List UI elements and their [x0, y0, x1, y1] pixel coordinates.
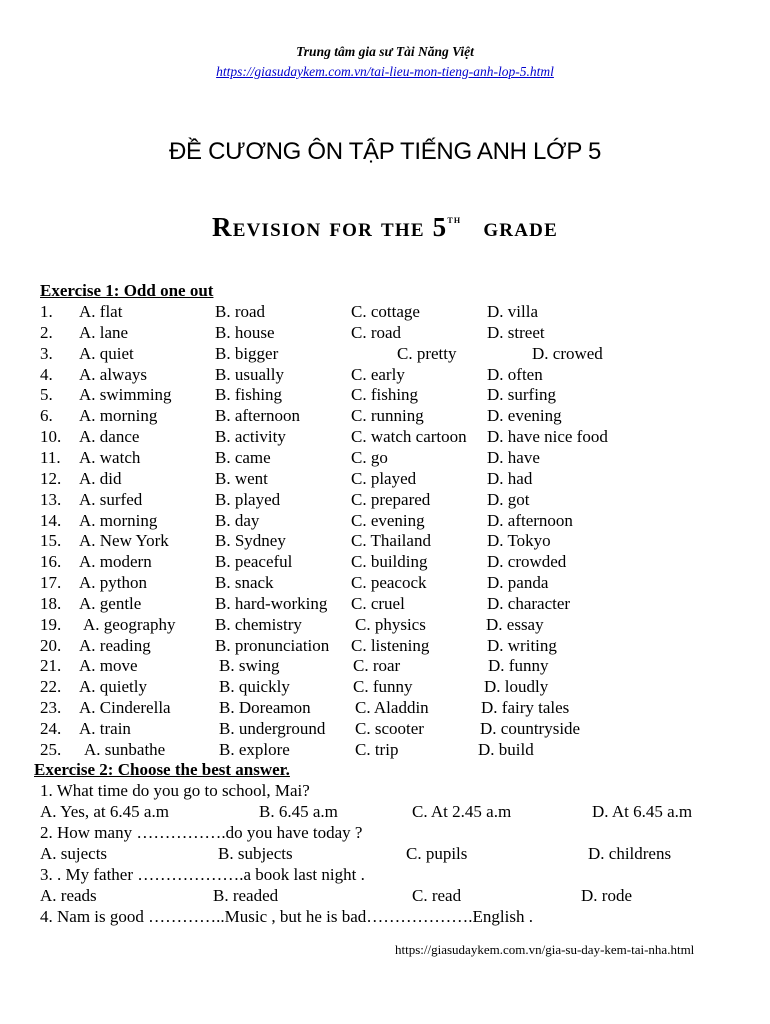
option-a: A. gentle [79, 593, 142, 613]
option-d: D. panda [487, 573, 549, 593]
option-d: D. build [478, 739, 534, 759]
option-d: D. fairy tales [481, 698, 570, 718]
option-c: C. pretty [397, 343, 457, 363]
question-1: 1. What time do you go to school, Mai? [40, 781, 310, 800]
option-a: A. modern [79, 552, 152, 572]
option-b: B. chemistry [215, 614, 302, 634]
option-c: C. played [351, 468, 417, 488]
q2-option-d: D. childrens [588, 844, 672, 863]
item-number: 4. [40, 364, 53, 384]
q1-option-b: B. 6.45 a.m [259, 802, 338, 821]
item-number: 19. [40, 614, 62, 634]
item-number: 10. [40, 427, 62, 447]
document-title: ĐỀ CƯƠNG ÔN TẬP TIẾNG ANH LỚP 5 [168, 138, 602, 165]
q2-option-c: C. pupils [406, 844, 468, 863]
option-b: B. came [215, 447, 271, 467]
item-number: 1. [40, 302, 53, 321]
item-number: 12. [40, 468, 62, 488]
option-a: A. morning [79, 510, 158, 530]
option-c: C. evening [351, 510, 425, 530]
item-number: 23. [40, 698, 62, 718]
option-c: C. scooter [355, 719, 424, 738]
header-link[interactable]: https://giasudaykem.com.vn/tai-lieu-mon-tieng-anh-lop-5.html [216, 64, 554, 79]
item-number: 16. [40, 552, 62, 572]
option-b: B. quickly [219, 677, 290, 697]
q3-option-d: D. rode [581, 886, 632, 905]
option-d: D. crowded [487, 552, 567, 572]
option-b: B. bigger [215, 343, 279, 363]
option-d: D. afternoon [487, 510, 573, 530]
item-number: 15. [40, 531, 62, 551]
option-b: B. pronunciation [215, 635, 330, 655]
option-c: C. road [351, 322, 402, 342]
q3-option-a: A. reads [40, 886, 97, 905]
option-b: B. afternoon [215, 406, 300, 426]
q2-option-b: B. subjects [218, 844, 293, 863]
option-a: A. swimming [79, 385, 172, 405]
option-d: D. essay [486, 614, 544, 634]
question-3: 3. . My father ……………….a book last night . [40, 865, 365, 884]
option-d: D. got [487, 489, 530, 509]
option-d: D. Tokyo [487, 531, 551, 551]
option-d: D. countryside [480, 719, 581, 738]
item-number: 17. [40, 573, 62, 593]
item-number: 24. [40, 719, 62, 738]
option-a: A. Cinderella [79, 698, 171, 718]
option-d: D. funny [488, 656, 549, 676]
option-b: B. swing [219, 656, 280, 676]
option-c: C. cruel [351, 593, 405, 613]
header-organization: Trung tâm gia sư Tài Năng Việt [296, 44, 474, 59]
option-b: B. activity [215, 427, 286, 447]
option-a: A. lane [79, 322, 129, 342]
item-number: 11. [40, 447, 61, 467]
option-a: A. always [79, 364, 147, 384]
item-number: 18. [40, 593, 62, 613]
option-c: C. physics [355, 614, 426, 634]
q3-option-b: B. readed [213, 886, 279, 905]
subtitle-main: Revision for the 5 [212, 212, 448, 242]
option-c: C. Aladdin [355, 698, 429, 718]
option-d: D. surfing [487, 385, 556, 405]
item-number: 6. [40, 406, 53, 426]
item-number: 3. [40, 343, 53, 363]
option-d: D. street [487, 322, 545, 342]
option-b: B. underground [219, 719, 326, 738]
item-number: 13. [40, 489, 62, 509]
option-a: A. geography [83, 614, 176, 634]
option-c: C. Thailand [351, 531, 431, 551]
option-c: C. early [351, 364, 405, 384]
option-a: A. quiet [79, 343, 134, 363]
option-a: A. did [79, 468, 122, 488]
option-b: B. Doreamon [219, 698, 311, 718]
option-c: C. listening [351, 635, 430, 655]
document-subtitle [0, 212, 770, 243]
option-b: B. road [215, 302, 266, 321]
option-a: A. quietly [79, 677, 147, 697]
option-c: C. roar [353, 656, 401, 676]
question-2: 2. How many …………….do you have today ? [40, 823, 363, 842]
option-c: C. funny [353, 677, 413, 697]
q1-option-d: D. At 6.45 a.m [592, 802, 693, 821]
option-d: D. had [487, 468, 533, 488]
option-a: A. reading [79, 635, 151, 655]
option-a: A. train [79, 719, 131, 738]
question-4: 4. Nam is good …………..Music , but he is bad……………….English . [40, 907, 533, 926]
option-c: C. prepared [351, 489, 431, 509]
option-b: B. day [215, 510, 260, 530]
q1-option-c: C. At 2.45 a.m [412, 802, 512, 821]
option-d: D. often [487, 364, 543, 384]
option-d: D. have nice food [487, 427, 608, 447]
option-b: B. Sydney [215, 531, 286, 551]
option-b: B. fishing [215, 385, 283, 405]
option-a: A. New York [79, 531, 169, 551]
option-b: B. explore [219, 739, 290, 759]
q3-option-c: C. read [412, 886, 462, 905]
option-b: B. usually [215, 364, 284, 384]
option-c: C. trip [355, 739, 399, 759]
option-c: C. peacock [351, 573, 427, 593]
option-b: B. peaceful [215, 552, 293, 572]
option-c: C. watch cartoon [351, 427, 467, 447]
option-d: D. villa [487, 302, 538, 321]
option-a: A. sunbathe [84, 739, 166, 759]
option-c: C. running [351, 406, 424, 426]
item-number: 14. [40, 510, 62, 530]
option-b: B. snack [215, 573, 274, 593]
option-b: B. went [215, 468, 268, 488]
option-d: D. character [487, 593, 571, 613]
subtitle-end: grade [483, 212, 558, 242]
exercise1-heading: Exercise 1: Odd one out [40, 281, 214, 300]
item-number: 22. [40, 677, 62, 697]
option-a: A. watch [79, 447, 141, 467]
option-a: A. morning [79, 406, 158, 426]
option-d: D. loudly [484, 677, 549, 697]
option-d: D. evening [487, 406, 562, 426]
option-a: A. dance [79, 427, 140, 447]
option-b: B. hard-working [215, 593, 328, 613]
option-d: D. crowed [532, 343, 603, 363]
q1-option-a: A. Yes, at 6.45 a.m [40, 802, 169, 821]
option-c: C. building [351, 552, 428, 572]
footer-link[interactable]: https://giasudaykem.com.vn/gia-su-day-kem-tai-nha.html [395, 942, 695, 957]
option-a: A. python [79, 573, 147, 593]
option-a: A. move [79, 656, 138, 676]
option-a: A. flat [79, 302, 123, 321]
exercise2-heading: Exercise 2: Choose the best answer. [34, 760, 290, 779]
option-d: D. have [487, 447, 540, 467]
option-b: B. house [215, 322, 275, 342]
option-c: C. go [351, 447, 388, 467]
option-c: C. fishing [351, 385, 419, 405]
item-number: 25. [40, 739, 62, 759]
option-d: D. writing [487, 635, 557, 655]
item-number: 2. [40, 322, 53, 342]
item-number: 5. [40, 385, 53, 405]
option-c: C. cottage [351, 302, 420, 321]
q2-option-a: A. sujects [40, 844, 108, 863]
option-b: B. played [215, 489, 281, 509]
option-a: A. surfed [79, 489, 143, 509]
item-number: 20. [40, 635, 62, 655]
subtitle-superscript: th [447, 214, 462, 226]
item-number: 21. [40, 656, 62, 676]
